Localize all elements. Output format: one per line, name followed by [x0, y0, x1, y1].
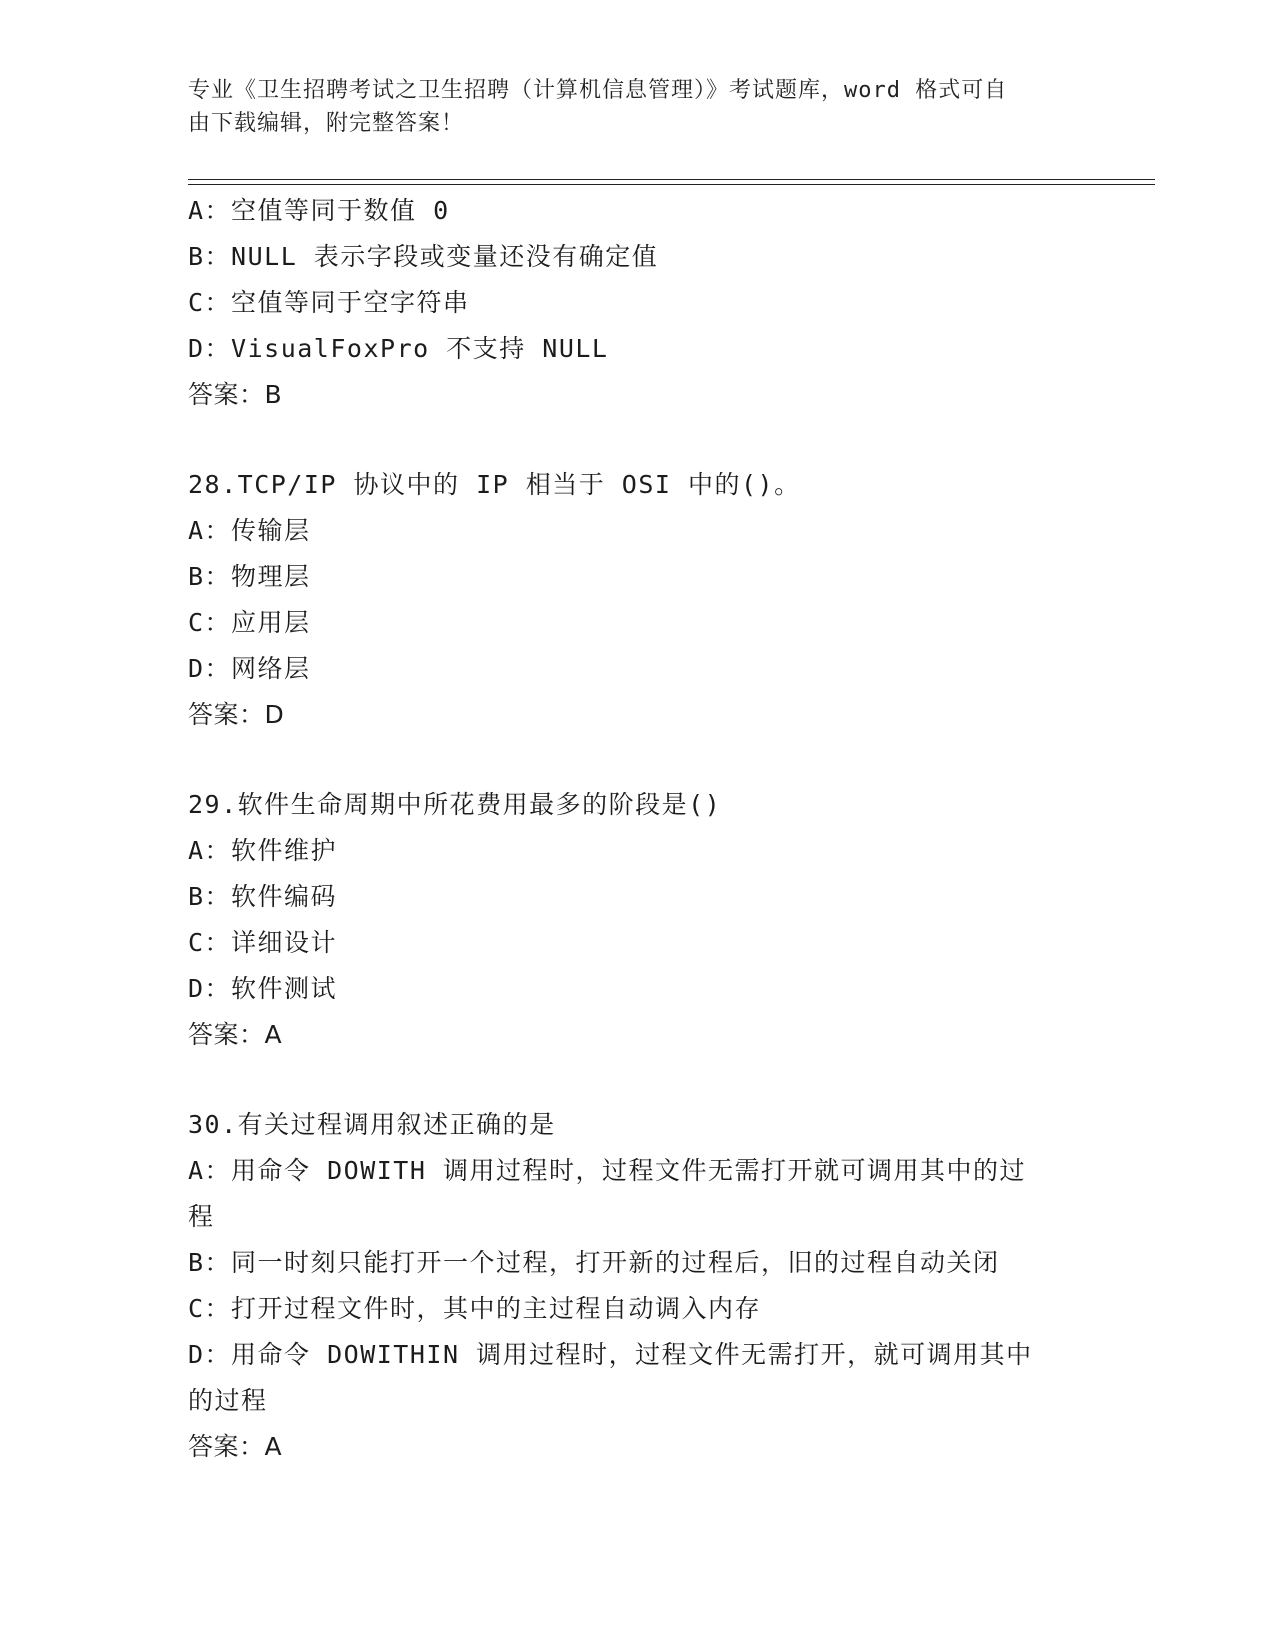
option-b: B：软件编码 [188, 882, 338, 911]
option-a: A：传输层 [188, 516, 311, 545]
question-title: 28.TCP/IP 协议中的 IP 相当于 OSI 中的()。 [188, 470, 801, 499]
answer-line: 答案：A [188, 1020, 283, 1049]
header-rule-bottom [188, 184, 1155, 185]
option-c: C：空值等同于空字符串 [188, 288, 470, 317]
answer-line: 答案：B [188, 380, 283, 409]
option-d-line-2: 的过程 [188, 1386, 268, 1415]
question-title: 29.软件生命周期中所花费用最多的阶段是() [188, 790, 722, 819]
option-d: D：网络层 [188, 654, 311, 683]
spacer [188, 1058, 1088, 1102]
question-29-block [188, 782, 1088, 1058]
option-a-line-2: 程 [188, 1202, 215, 1231]
option-b: B：NULL 表示字段或变量还没有确定值 [188, 242, 659, 271]
question-27-block [188, 188, 1088, 418]
question-30-block [188, 1102, 1088, 1470]
question-title: 30.有关过程调用叙述正确的是 [188, 1110, 556, 1139]
document-header [188, 74, 1068, 140]
spacer [188, 418, 1088, 462]
option-c: C：详细设计 [188, 928, 338, 957]
answer-line: 答案：D [188, 700, 285, 729]
option-c: C：应用层 [188, 608, 311, 637]
option-b: B：同一时刻只能打开一个过程，打开新的过程后，旧的过程自动关闭 [188, 1248, 1000, 1277]
question-28-block [188, 462, 1088, 738]
header-line-1: 专业《卫生招聘考试之卫生招聘（计算机信息管理）》考试题库，word 格式可自 [188, 78, 1008, 103]
answer-line: 答案：A [188, 1432, 283, 1461]
option-a-line-1: A：用命令 DOWITH 调用过程时，过程文件无需打开就可调用其中的过 [188, 1156, 1026, 1185]
option-c: C：打开过程文件时，其中的主过程自动调入内存 [188, 1294, 762, 1323]
option-d: D：VisualFoxPro 不支持 NULL [188, 334, 609, 363]
header-line-2: 由下载编辑，附完整答案！ [188, 111, 465, 136]
spacer [188, 738, 1088, 782]
option-a: A：软件维护 [188, 836, 338, 865]
option-b: B：物理层 [188, 562, 311, 591]
option-d: D：软件测试 [188, 974, 338, 1003]
question-list [188, 188, 1088, 1470]
header-rule-top [188, 179, 1155, 180]
option-a: A：空值等同于数值 0 [188, 196, 450, 225]
option-d-line-1: D：用命令 DOWITHIN 调用过程时，过程文件无需打开，就可调用其中 [188, 1340, 1033, 1369]
